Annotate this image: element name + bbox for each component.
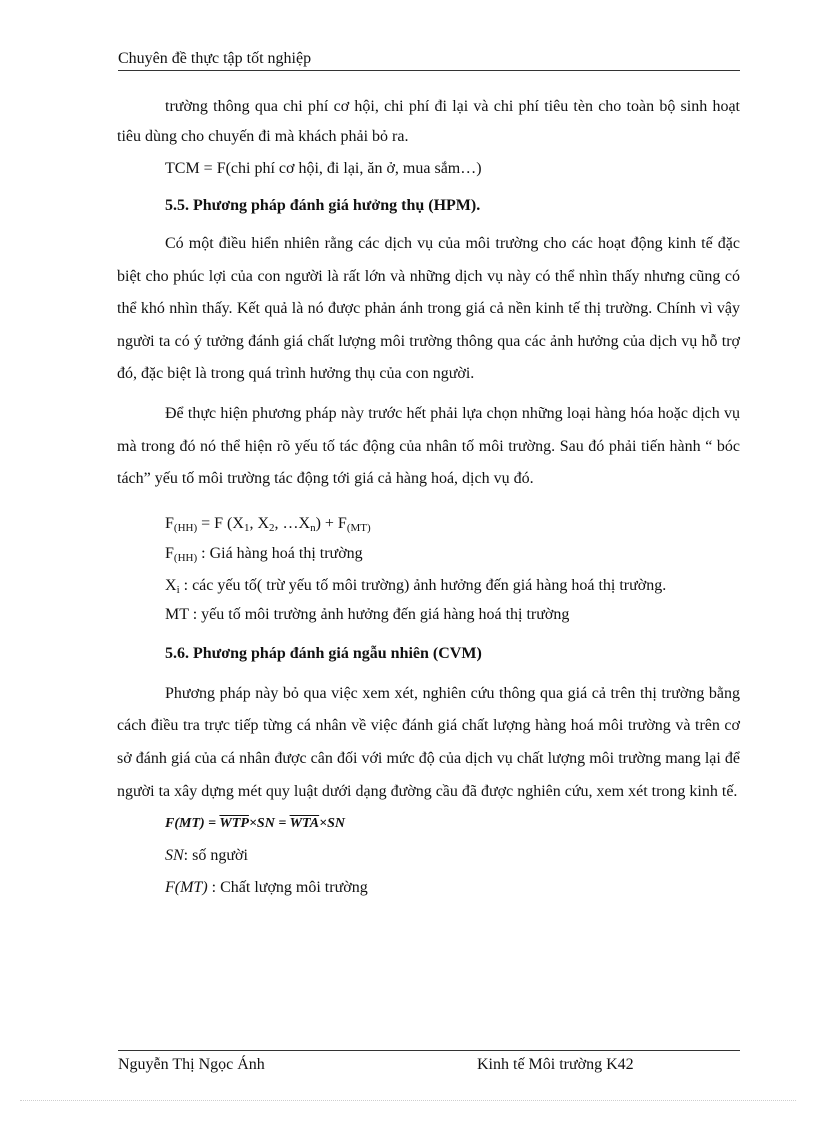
formula-sub-hh: (HH) <box>173 521 198 534</box>
formula-sub-n: n <box>310 521 316 534</box>
cvm-formula <box>117 812 740 836</box>
xi-text: : các yếu tố( trừ yếu tố môi trường) ảnh hưởng đến giá hàng hoá thị trường. <box>179 576 667 594</box>
footer-class: Kinh tế Môi trường K42 <box>477 1056 634 1073</box>
document-body <box>117 92 740 900</box>
cvm-lhs: F(MT) = <box>165 816 220 832</box>
formula-part: , …X <box>274 514 311 532</box>
formula-sub-2: 2 <box>269 521 275 534</box>
cvm-mid: ×SN = <box>248 816 290 832</box>
page-bottom-edge <box>20 1100 796 1101</box>
paragraph-hpm-2: Để thực hiện phương pháp này trước hết phải lựa chọn những loại hàng hóa hoặc dịch vụ mà trong đó nó thể hiện rõ yếu tố tác động của nhân tố môi trường. Sau đó phải tiến hành “ bóc tách” yếu tố môi trường tác động tới giá cả hàng hoá, dịch vụ đó. <box>117 404 740 488</box>
fmt-symbol: F(MT) <box>165 879 208 897</box>
formula-f-symbol: F <box>165 514 174 532</box>
xi-symbol: X <box>165 576 177 594</box>
fhh-sub: (HH) <box>173 551 198 564</box>
footer-author: Nguyễn Thị Ngọc Ánh <box>118 1056 265 1073</box>
definition-fhh <box>117 542 740 566</box>
formula-part: , X <box>249 514 269 532</box>
definition-sn <box>117 844 740 868</box>
formula-part: = F (X <box>197 514 244 532</box>
fhh-symbol: F <box>165 544 174 562</box>
formula-part: ) + F <box>315 514 347 532</box>
definition-fmt <box>117 876 740 900</box>
formula-sub-1: 1 <box>243 521 250 534</box>
heading-cvm: 5.6. Phương pháp đánh giá ngẫu nhiên (CVM) <box>165 644 482 662</box>
formula-sub-mt: (MT) <box>346 521 371 534</box>
hpm-formula <box>117 512 740 536</box>
paragraph-tcm-intro: trường thông qua chi phí cơ hội, chi phí đi lại và chi phí tiêu tèn cho toàn bộ sinh hoạt tiêu dùng cho chuyến đi mà khách phải bỏ ra. <box>117 98 740 145</box>
fmt-text: : Chất lượng môi trường <box>207 879 368 897</box>
paragraph-hpm-1: Có một điều hiển nhiên rằng các dịch vụ của môi trường cho các hoạt động kinh tế đặc biệt cho phúc lợi của con người là rất lớn và những dịch vụ này có thể nhìn thấy nhưng cũng có thể khó nhìn thấy. Kết quả là nó được phản ánh trong giá cả nền kinh tế thị trường. Chính vì vậy người ta có ý tưởng đánh giá chất lượng môi trường thông qua các ảnh hưởng của dịch vụ hỗ trợ đó, đặc biệt là trong quá trình hưởng thụ của con người. <box>117 235 740 383</box>
tcm-formula: TCM = F(chi phí cơ hội, đi lại, ăn ở, mua sắm…) <box>165 160 482 177</box>
page-header-title: Chuyên đề thực tập tốt nghiệp <box>118 50 312 67</box>
xi-sub: i <box>176 583 180 596</box>
cvm-wtp: $\overline{WTP}$ <box>219 816 249 832</box>
fhh-text: : Giá hàng hoá thị trường <box>197 544 363 562</box>
heading-hpm: 5.5. Phương pháp đánh giá hưởng thụ (HPM). <box>165 197 481 214</box>
header-divider <box>118 70 740 71</box>
paragraph-cvm: Phương pháp này bỏ qua việc xem xét, nghiên cứu thông qua giá cả trên thị trường bằng cách điều tra trực tiếp từng cá nhân về việc đánh giá chất lượng hàng hoá môi trường và trên cơ sở đánh giá của cá nhân được cân đối với mức độ của dịch vụ chất lượng môi trường mang lại để người ta xây dựng mét quy luật dưới dạng đường cầu đã được nghiên cứu, xem xét trong kinh tế. <box>117 684 740 800</box>
sn-text: : số người <box>183 847 248 865</box>
cvm-end: ×SN <box>319 816 346 832</box>
cvm-wta: $\overline{WTA}$ <box>289 816 320 832</box>
footer-divider <box>118 1050 740 1051</box>
definition-xi <box>117 570 740 602</box>
sn-symbol: SN <box>165 847 184 865</box>
definition-mt: MT : yếu tố môi trường ảnh hưởng đến giá hàng hoá thị trường <box>165 605 570 623</box>
